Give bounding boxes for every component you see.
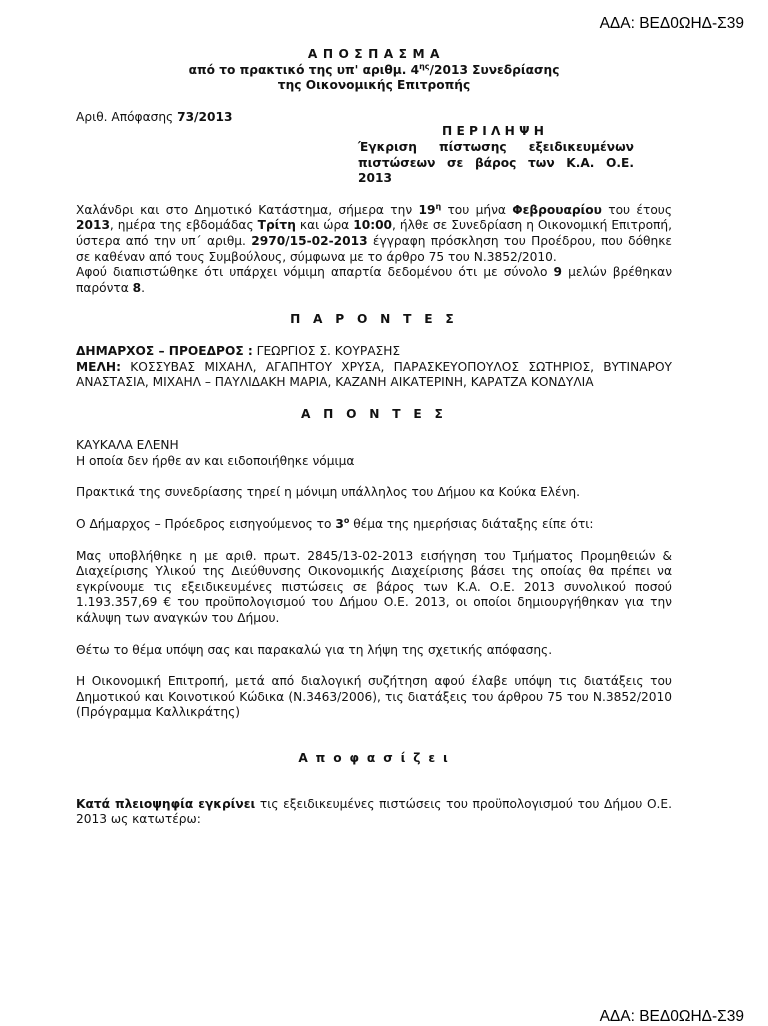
- decides-heading: Α π ο φ α σ ί ζ ε ι: [298, 751, 450, 765]
- mayor-line: ΔΗΜΑΡΧΟΣ – ΠΡΟΕΔΡΟΣ : ΓΕΩΡΓΙΟΣ Σ. ΚΟΥΡΑΣΗΣ: [76, 343, 401, 358]
- summary-title: Π Ε Ρ Ι Λ Η Ψ Η: [442, 124, 544, 139]
- intro-paragraph: Χαλάνδρι και στο Δημοτικό Κατάστημα, σήμερα την $19^\eta$ του μήνα Φεβρουαρίου του έτους 2013, ημέρα της εβδομάδας Τρίτη και ώρα 10:00, ήλθε σε Συνεδρίαση η Οικονομική Επιτροπή, ύστερα από την υπ΄ αριθμ. 2970/15-02-2013 έγγραφη πρόσκληση του Προέδρου, που δόθηκε σε καθέναν από τους Συμβούλους, σύμφωνα με το άρθρο 75 του Ν.3852/2010.: [76, 201, 672, 264]
- absent-heading: Α Π Ο Ν Τ Ε Σ: [300, 406, 448, 421]
- absent-note: Η οποία δεν ήρθε αν και ειδοποιήθηκε νόμιμα: [76, 453, 355, 468]
- final-paragraph: Κατά πλειοψηφία εγκρίνει τις εξειδικευμένες πιστώσεις του προϋπολογισμού του Δήμου Ο.Ε. 2013 ως κατωτέρω:: [76, 796, 672, 827]
- proposal-paragraph: Μας υποβλήθηκε η με αριθ. πρωτ. 2845/13-02-2013 εισήγηση του Τμήματος Προμηθειών & Διαχείρισης Υλικού της Διεύθυνσης Οικονομικής Διαχείρισης βάσει της οποίας θα πρέπει να εγκρίνουμε τις εξειδικευμένες πιστώσεις σε βάρος των Κ.Α. Ο.Ε. 2013 συνολικού ποσού 1.193.357,69 € του προϋπολογισμού του Δήμου Ο.Ε. 2013, οι οποίοι δημιουργήθηκαν για την κάλυψη των αναγκών του Δήμου.: [76, 548, 672, 626]
- members-line: ΜΕΛΗ: ΚΟΣΣΥΒΑΣ ΜΙΧΑΗΛ, ΑΓΑΠΗΤΟΥ ΧΡΥΣΑ, ΠΑΡΑΣΚΕΥΟΠΟΥΛΟΣ ΣΩΤΗΡΙΟΣ, ΒΥΤΙΝΑΡΟΥ ΑΝΑΣΤΑΣΙΑ, ΜΙΧΑΗΛ – ΠΑΥΛΙΔΑΚΗ ΜΑΡΙΑ, ΚΑΖΑΝΗ ΑΙΚΑΤΕΡΙΝΗ, ΚΑΡΑΤΖΑ ΚΟΝΔΥΛΙΑ: [76, 359, 672, 390]
- minutes-keeper: Πρακτικά της συνεδρίασης τηρεί η μόνιμη υπάλληλος του Δήμου κα Κούκα Ελένη.: [76, 485, 581, 500]
- ada-footer-label: ΑΔΑ: ΒΕΔ0ΩΗΔ-Σ39: [599, 1008, 744, 1025]
- summary-block: [358, 124, 672, 186]
- document-subtitle: από το πρακτικό της υπ' αριθμ. $4^{\eta\varsigma}/2013$ Συνεδρίασης: [188, 61, 560, 77]
- document-subtitle-2: της Οικονομικής Επιτροπής: [277, 78, 471, 93]
- document-body: [76, 47, 672, 828]
- summary-text: Έγκριση πίστωσης εξειδικευμένων πιστώσεων σε βάρος των Κ.Α. Ο.Ε. 2013: [358, 139, 634, 186]
- quorum-paragraph: Αφού διαπιστώθηκε ότι υπάρχει νόμιμη απαρτία δεδομένου ότι με σύνολο 9 μελών βρέθηκαν παρόντα 8.: [76, 265, 673, 295]
- topic-intro: Ο Δήμαρχος – Πρόεδρος εισηγούμενος το $3^o$ θέμα της ημερήσιας διάταξης είπε ότι:: [76, 516, 594, 532]
- request-paragraph: Θέτω το θέμα υπόψη σας και παρακαλώ για τη λήψη της σχετικής απόφασης.: [76, 642, 553, 657]
- ada-header-label: ΑΔΑ: ΒΕΔ0ΩΗΔ-Σ39: [599, 15, 744, 32]
- decision-number: Αριθ. Απόφασης 73/2013: [76, 109, 233, 124]
- document-title: Α Π Ο Σ Π Α Σ Μ Α: [307, 47, 441, 61]
- present-heading: Π Α Ρ Ο Ν Τ Ε Σ: [290, 312, 458, 327]
- committee-paragraph: Η Οικονομική Επιτροπή, μετά από διαλογική συζήτηση αφού έλαβε υπόψη τις διατάξεις του Δημοτικού και Κοινοτικού Κώδικα (Ν.3463/2006), τις διατάξεις του άρθρου 75 του Ν.3852/2010 (Πρόγραμμα Καλλικράτης): [76, 674, 672, 720]
- absent-name: ΚΑΥΚΑΛΑ ΕΛΕΝΗ: [76, 438, 179, 453]
